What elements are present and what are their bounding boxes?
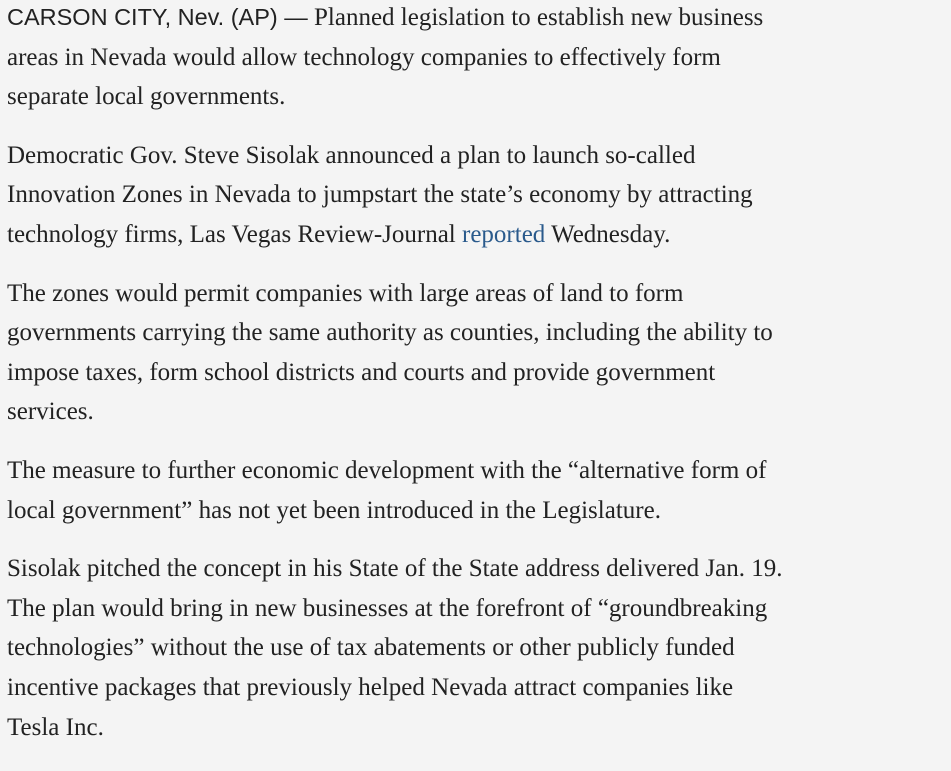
dateline: CARSON CITY, Nev. (AP) —: [7, 4, 308, 30]
paragraph-5-line-5: Tesla Inc.: [7, 713, 104, 741]
paragraph-5-line-3: technologies” without the use of tax abatements or other publicly funded: [7, 634, 735, 662]
paragraph-2: [7, 136, 951, 255]
paragraph-3-line-3: impose taxes, form school districts and courts and provide government: [7, 358, 716, 386]
paragraph-3-line-1: The zones would permit companies with large areas of land to form: [7, 279, 684, 307]
paragraph-4-line-1: The measure to further economic development with the “alternative form of: [7, 456, 767, 484]
paragraph-3-line-2: governments carrying the same authority as counties, including the ability to: [7, 319, 773, 347]
paragraph-2-line-1: Democratic Gov. Steve Sisolak announced a plan to launch so-called: [7, 141, 696, 169]
paragraph-1-line-2: areas in Nevada would allow technology companies to effectively form: [7, 43, 721, 71]
reported-link[interactable]: reported: [462, 220, 546, 248]
paragraph-4: [7, 451, 951, 530]
paragraph-3-line-4: services.: [7, 398, 94, 426]
paragraph-2-line-3-after: Wednesday.: [551, 220, 671, 248]
paragraph-5: [7, 549, 951, 747]
paragraph-5-line-1: Sisolak pitched the concept in his State of the State address delivered Jan. 19.: [7, 555, 783, 583]
paragraph-5-line-2: The plan would bring in new businesses at the forefront of “groundbreaking: [7, 594, 768, 622]
paragraph-1-line-1-text: Planned legislation to establish new business: [314, 4, 764, 31]
paragraph-1-line-1: [7, 0, 951, 38]
paragraph-2-line-3: [7, 215, 951, 255]
paragraph-2-line-3-before: technology firms, Las Vegas Review-Journal: [7, 220, 456, 248]
paragraph-4-line-2: local government” has not yet been introduced in the Legislature.: [7, 496, 661, 524]
paragraph-1: [7, 0, 951, 117]
paragraph-3: [7, 274, 951, 432]
paragraph-2-line-2: Innovation Zones in Nevada to jumpstart the state’s economy by attracting: [7, 181, 753, 209]
paragraph-5-line-4: incentive packages that previously helped Nevada attract companies like: [7, 673, 734, 701]
paragraph-1-line-3: separate local governments.: [7, 83, 286, 111]
